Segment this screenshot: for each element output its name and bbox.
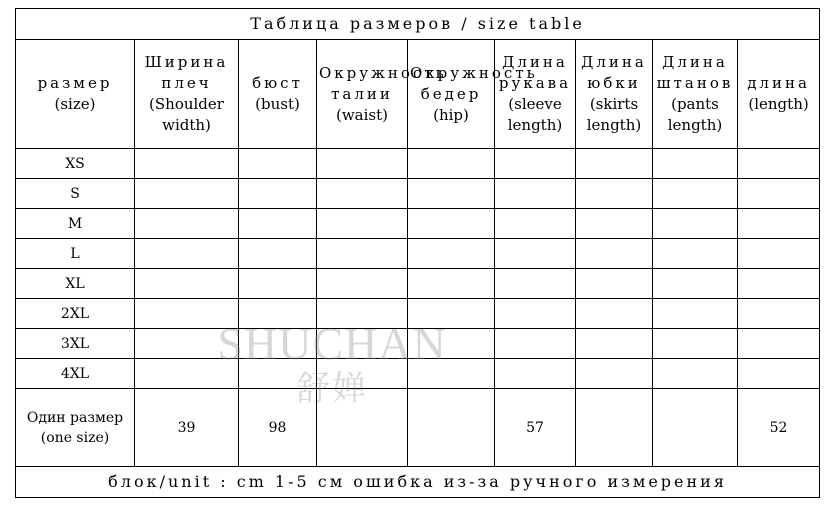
- header-en: (size): [54, 95, 96, 113]
- table-row: [16, 269, 820, 299]
- table-cell: [495, 209, 576, 239]
- one-size-label-ru: Один размер: [26, 409, 124, 426]
- header-cell: [653, 40, 738, 149]
- header-en: (length): [748, 95, 809, 113]
- table-cell: [653, 359, 738, 389]
- table-cell: [738, 299, 820, 329]
- table-row: [16, 359, 820, 389]
- header-en: (sleeve length): [507, 95, 563, 134]
- table-cell: [317, 329, 408, 359]
- table-title: Таблица размеров / size table: [16, 9, 820, 40]
- table-cell: [317, 179, 408, 209]
- header-ru: длина: [747, 74, 810, 92]
- header-ru: Окружность бедер: [410, 63, 538, 103]
- table-cell: [576, 329, 653, 359]
- header-en: (skirts length): [586, 95, 642, 134]
- table-cell: [653, 179, 738, 209]
- watermark-cn: 舒婵: [296, 371, 368, 408]
- table-cell: [239, 149, 317, 179]
- table-row: [16, 179, 820, 209]
- size-table-frame: [15, 8, 819, 497]
- size-label: 4XL: [16, 359, 135, 389]
- header-cell: [738, 40, 820, 149]
- table-cell: [495, 359, 576, 389]
- header-ru: размер: [37, 74, 113, 92]
- table-cell: [576, 149, 653, 179]
- table-cell: [576, 299, 653, 329]
- size-label: XL: [16, 269, 135, 299]
- table-cell: [738, 149, 820, 179]
- header-en: (Shoulder width): [149, 95, 224, 134]
- table-cell: [576, 269, 653, 299]
- size-label: 3XL: [16, 329, 135, 359]
- size-label: M: [16, 209, 135, 239]
- table-cell: [317, 239, 408, 269]
- table-cell: [738, 209, 820, 239]
- watermark-text: SHUCHAN: [217, 318, 447, 369]
- table-cell: [408, 149, 495, 179]
- table-cell: [738, 239, 820, 269]
- header-row: [16, 40, 820, 149]
- one-size-value: 39: [135, 389, 239, 467]
- table-cell: [239, 269, 317, 299]
- table-cell: [408, 269, 495, 299]
- table-cell: [135, 149, 239, 179]
- size-label: XS: [16, 149, 135, 179]
- table-cell: [653, 269, 738, 299]
- table-cell: [653, 299, 738, 329]
- table-cell: [408, 299, 495, 329]
- table-row: [16, 209, 820, 239]
- header-ru: Длина штанов: [656, 53, 734, 92]
- header-cell: [16, 40, 135, 149]
- header-cell: [239, 40, 317, 149]
- table-cell: [738, 269, 820, 299]
- size-table: [15, 8, 820, 498]
- table-cell: [135, 209, 239, 239]
- one-size-value: 57: [495, 389, 576, 467]
- table-cell: [576, 179, 653, 209]
- table-cell: [317, 299, 408, 329]
- table-cell: [653, 239, 738, 269]
- header-cell: [135, 40, 239, 149]
- header-cell: [576, 40, 653, 149]
- table-row: [16, 329, 820, 359]
- table-cell: [408, 239, 495, 269]
- table-cell: [317, 269, 408, 299]
- table-cell: [239, 329, 317, 359]
- table-cell: [495, 149, 576, 179]
- header-ru: бюст: [252, 74, 303, 92]
- table-cell: [239, 299, 317, 329]
- header-en: (bust): [255, 95, 300, 113]
- one-size-label-en: (one size): [40, 429, 110, 446]
- table-cell: [576, 239, 653, 269]
- table-cell: [495, 329, 576, 359]
- one-size-value: [317, 389, 408, 467]
- one-size-value: 52: [738, 389, 820, 467]
- table-cell: [317, 209, 408, 239]
- one-size-row: [16, 389, 820, 467]
- one-size-value: [576, 389, 653, 467]
- table-row: [16, 239, 820, 269]
- size-label: L: [16, 239, 135, 269]
- table-cell: [317, 359, 408, 389]
- header-en: (waist): [335, 105, 388, 124]
- table-cell: [135, 359, 239, 389]
- table-cell: [135, 329, 239, 359]
- table-cell: [135, 299, 239, 329]
- table-cell: [135, 179, 239, 209]
- table-cell: [408, 359, 495, 389]
- one-size-label: [16, 389, 135, 467]
- table-cell: [738, 329, 820, 359]
- table-cell: [239, 239, 317, 269]
- header-en: (hip): [433, 105, 469, 124]
- table-cell: [239, 179, 317, 209]
- table-row: [16, 299, 820, 329]
- table-cell: [495, 269, 576, 299]
- table-cell: [495, 239, 576, 269]
- table-cell: [135, 269, 239, 299]
- size-label: S: [16, 179, 135, 209]
- table-cell: [495, 179, 576, 209]
- size-rows: [16, 149, 820, 389]
- table-cell: [738, 359, 820, 389]
- header-cell: [317, 40, 447, 149]
- table-cell: [653, 329, 738, 359]
- size-label: 2XL: [16, 299, 135, 329]
- header-ru: Длина юбки: [581, 53, 647, 92]
- header-en: (pants length): [667, 95, 723, 134]
- table-cell: [239, 209, 317, 239]
- table-row: [16, 149, 820, 179]
- one-size-value: [408, 389, 495, 467]
- header-ru: Длина рукава: [498, 53, 572, 92]
- header-ru: Окружность талии: [319, 63, 447, 103]
- table-cell: [239, 359, 317, 389]
- table-cell: [408, 209, 495, 239]
- unit-note: блок/unit : cm 1-5 см ошибка из-за ручного измерения: [16, 467, 820, 498]
- table-cell: [653, 209, 738, 239]
- table-cell: [408, 329, 495, 359]
- one-size-value: [653, 389, 738, 467]
- one-size-value: 98: [239, 389, 317, 467]
- table-cell: [653, 149, 738, 179]
- table-cell: [738, 179, 820, 209]
- table-cell: [317, 149, 408, 179]
- table-cell: [576, 209, 653, 239]
- header-ru: Ширина плеч: [144, 53, 229, 92]
- table-cell: [495, 299, 576, 329]
- table-cell: [408, 179, 495, 209]
- table-cell: [576, 359, 653, 389]
- header-cell: [495, 40, 576, 149]
- table-cell: [135, 239, 239, 269]
